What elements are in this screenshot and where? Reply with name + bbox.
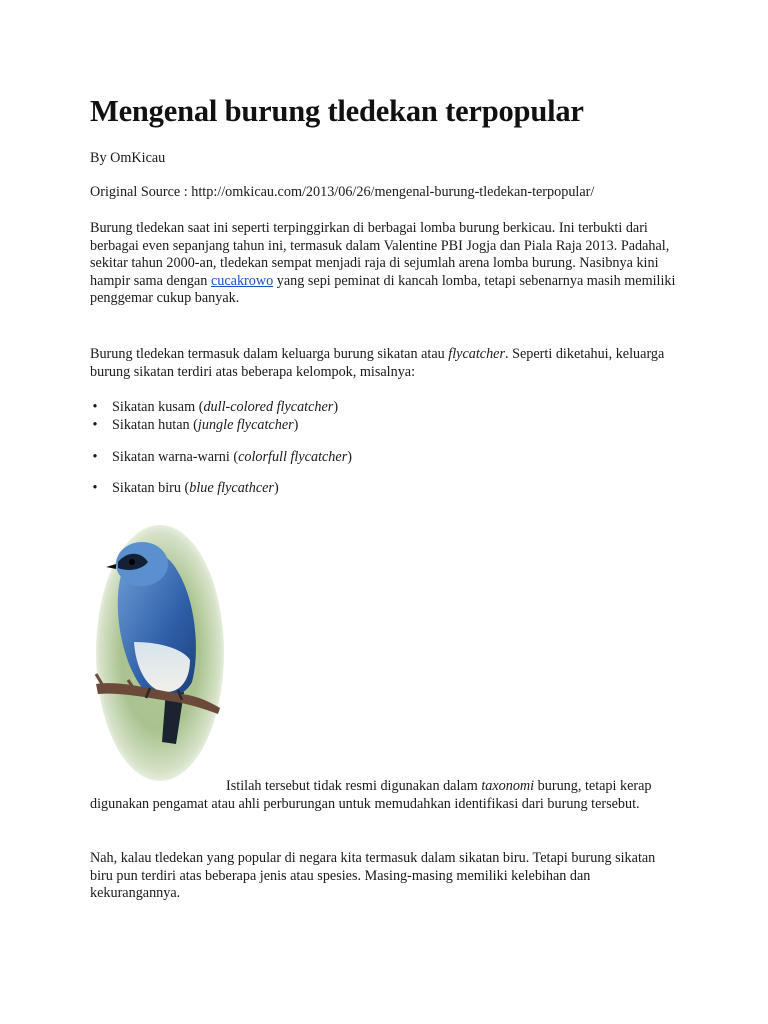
bird-eye [129,559,135,565]
byline: By OmKicau [90,150,166,166]
list-item-latin: jungle flycatcher [197,417,294,433]
list-item: • Sikatan warna-warni (colorfull flycatcher) [112,449,352,467]
bullet-icon: • [92,480,98,496]
list-item-name: Sikatan biru [112,480,181,496]
bullet-icon: • [92,399,98,415]
paragraph-intro-text: Burung tledekan saat ini seperti terpinggirkan di berbagai lomba burung berkicau. Ini terbukti dari berbagai even sepanjang tahun ini, termasuk dalam Valentine PBI Jogja dan Piala Raja 2013. Padahal, sekitar tahun 2000-an, tledekan sempat menjadi raja di sejumlah arena lomba burung. Nasibnya kini hampir sama dengan [90,220,670,289]
list-item-latin: colorfull flycatcher [238,449,348,465]
list-item: • Sikatan biru (blue flycathcer) [112,480,279,498]
list-item-latin: blue flycathcer [189,480,274,496]
paragraph-taxonomy-text-end: burung, tetapi kerap digunakan pengamat atau ahli perburungan untuk memudahkan identifikasi dari burung tersebut. [90,778,652,812]
bird-beak [106,564,116,569]
source-line: Original Source : http://omkicau.com/2013/06/26/mengenal-burung-tledekan-terpopular/ [90,184,595,200]
list-item-name: Sikatan hutan [112,417,190,433]
bullet-icon: • [92,417,98,433]
taxonomi-term: taxonomi [481,778,535,794]
paragraph-family-text: Burung tledekan termasuk dalam keluarga burung sikatan atau [90,346,449,362]
page-title: Mengenal burung tledekan terpopular [90,94,584,128]
list-item-name: Sikatan kusam [112,399,196,415]
list-item-name: Sikatan warna-warni [112,449,230,465]
paragraph-family [90,346,685,381]
paragraph-taxonomy-text: Istilah tersebut tidak resmi digunakan dalam [226,778,482,794]
list-item-latin: dull-colored flycatcher [203,399,334,415]
list-item: • Sikatan kusam (dull-colored flycatcher) [112,399,338,417]
paragraph-intro-text-end: yang sepi peminat di kancah lomba, tetapi sebenarnya masih memiliki penggemar cukup banyak. [90,272,676,307]
paragraph-family-text-end: . Seperti diketahui, keluarga burung sikatan terdiri atas beberapa kelompok, misalnya: [90,346,665,380]
bird-photo [92,522,226,784]
cucakrowo-link[interactable]: cucakrowo [210,272,274,289]
bullet-icon: • [92,449,98,465]
paragraph-blue-flycatcher: Nah, kalau tledekan yang popular di negara kita termasuk dalam sikatan biru. Tetapi burung sikatan biru pun terdiri atas beberapa jenis atau spesies. Masing-masing memiliki kelebihan dan kekurangannya. [90,850,656,902]
paragraph-intro [90,220,685,308]
flycatcher-term: flycatcher [448,346,505,362]
list-item: • Sikatan hutan (jungle flycatcher) [112,417,298,435]
